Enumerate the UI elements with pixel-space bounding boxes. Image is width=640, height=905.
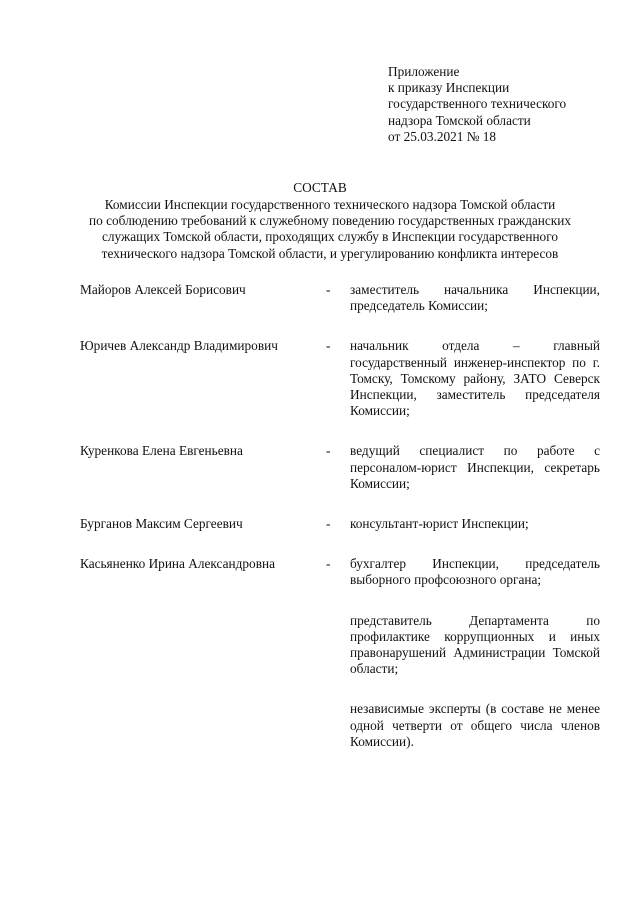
member-dash: - bbox=[326, 556, 331, 572]
annex-line: надзора Томской области bbox=[388, 112, 531, 128]
member-role: бухгалтер Инспекции, председатель выборного профсоюзного органа; bbox=[350, 556, 600, 588]
subtitle-line: по соблюдению требований к служебному поведению государственных гражданских bbox=[89, 213, 571, 229]
member-row bbox=[80, 701, 600, 750]
annex-line: к приказу Инспекции bbox=[388, 80, 510, 96]
member-role: начальник отдела – главный государственный инженер-инспектор по г. Томску, Томскому району, ЗАТО Северск Инспекции, заместитель председателя Комиссии; bbox=[350, 338, 600, 419]
subtitle-line: Комиссии Инспекции государственного технического надзора Томской области bbox=[104, 197, 556, 212]
document-title: СОСТАВ bbox=[293, 180, 347, 195]
member-role: заместитель начальника Инспекции, председатель Комиссии; bbox=[350, 282, 600, 314]
subtitle-line: служащих Томской области, проходящих службу в Инспекции государственного bbox=[102, 229, 558, 245]
member-row bbox=[80, 556, 600, 588]
member-role: представитель Департамента по профилактике коррупционных и иных правонарушений Администрации Томской области; bbox=[350, 612, 600, 677]
member-name: Юричев Александр Владимирович bbox=[80, 338, 278, 354]
member-role: консультант-юрист Инспекции; bbox=[350, 516, 529, 532]
member-name: Бурганов Максим Сергеевич bbox=[80, 516, 243, 532]
document-subtitle bbox=[60, 197, 600, 262]
member-row bbox=[80, 613, 600, 678]
member-dash: - bbox=[326, 282, 331, 297]
member-dash: - bbox=[326, 516, 331, 532]
subtitle-line: технического надзора Томской области, и урегулированию конфликта интересов bbox=[101, 245, 559, 261]
annex-line: от 25.03.2021 № 18 bbox=[388, 128, 497, 144]
member-role: независимые эксперты (в составе не менее одной четверти от общего числа членов Комиссии). bbox=[350, 701, 600, 749]
member-name: Майоров Алексей Борисович bbox=[80, 282, 246, 297]
annex-line: государственного технического bbox=[388, 96, 567, 112]
member-dash: - bbox=[326, 443, 331, 459]
annex-line: Приложение bbox=[388, 64, 460, 79]
member-role: ведущий специалист по работе с персоналом-юрист Инспекции, секретарь Комиссии; bbox=[350, 443, 600, 491]
member-name: Куренкова Елена Евгеньевна bbox=[80, 443, 243, 459]
member-row bbox=[80, 338, 600, 419]
member-dash: - bbox=[326, 338, 331, 354]
annex-block bbox=[388, 64, 628, 145]
members-list bbox=[80, 282, 600, 750]
member-row bbox=[80, 443, 600, 492]
member-name: Касьяненко Ирина Александровна bbox=[80, 556, 275, 572]
member-row bbox=[80, 516, 600, 532]
member-row bbox=[80, 282, 600, 314]
